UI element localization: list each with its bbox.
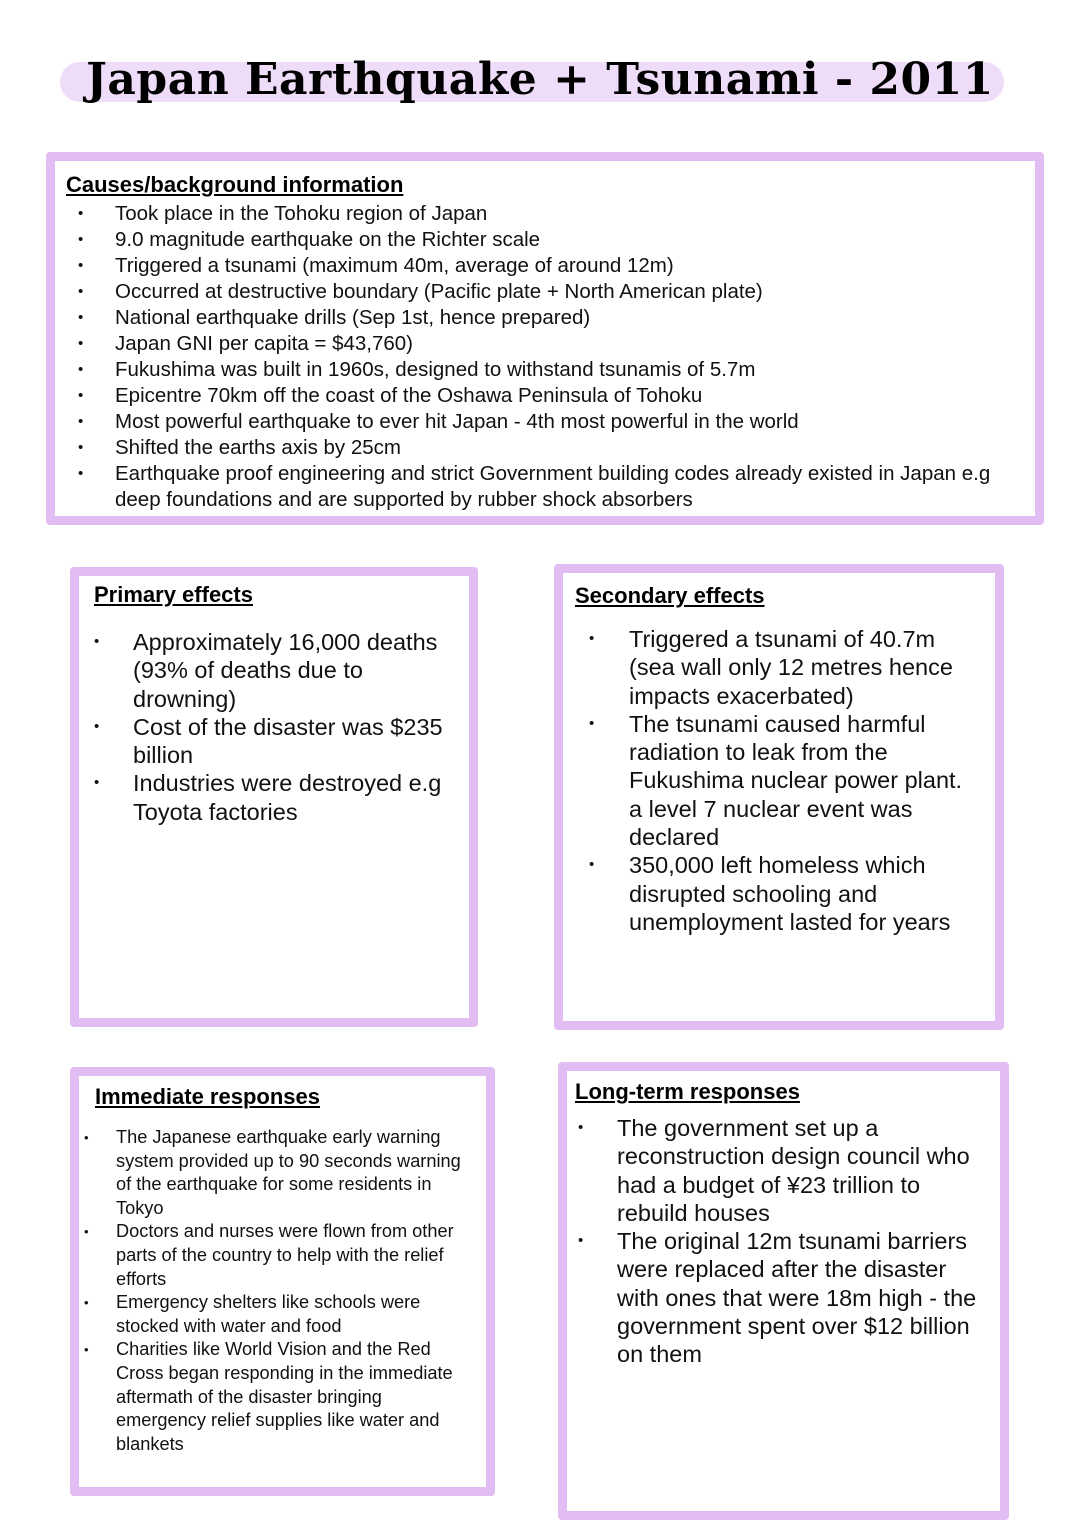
list-item-text: Epicentre 70km off the coast of the Oshawa Peninsula of Tohoku xyxy=(115,384,703,407)
list-item xyxy=(575,851,980,936)
list-item xyxy=(66,253,1026,279)
list-item xyxy=(66,227,1026,253)
list-item-text: Approximately 16,000 deaths (93% of deaths due to drowning) xyxy=(133,629,438,712)
list-item-text: Occurred at destructive boundary (Pacific plate + North American plate) xyxy=(115,280,763,303)
list-item xyxy=(84,1220,476,1291)
list-item xyxy=(66,357,1026,383)
list-item-text: The tsunami caused harmful radiation to leak from the Fukushima nuclear power plant. a level 7 nuclear event was declared xyxy=(629,710,963,851)
list-item-text: The original 12m tsunami barriers were replaced after the disaster with ones that were 18m high - the government spent over $12 billion on them xyxy=(617,1228,977,1368)
bullet-icon: • xyxy=(78,439,84,456)
bullet-icon: • xyxy=(94,774,100,792)
bullet-icon: • xyxy=(589,856,595,874)
list-item xyxy=(84,1338,476,1456)
bullet-icon: • xyxy=(84,1295,89,1311)
bullet-icon: • xyxy=(94,633,100,650)
bullet-icon: • xyxy=(578,1119,584,1136)
bullet-icon: • xyxy=(78,205,84,222)
list-item-text: National earthquake drills (Sep 1st, hence prepared) xyxy=(115,306,591,329)
list-item xyxy=(575,710,980,851)
bullet-icon: • xyxy=(78,335,84,352)
list-item xyxy=(66,331,1026,357)
list-item xyxy=(66,201,1026,227)
list-item xyxy=(94,628,454,713)
list-item-text: 350,000 left homeless which disrupted schooling and unemployment lasted for years xyxy=(629,852,951,935)
list-item-text: Cost of the disaster was $235 billion xyxy=(133,713,443,769)
list-item-text: Earthquake proof engineering and strict Government building codes already existed in Japan e.g deep foundations and are supported by rubber shock absorbers xyxy=(115,462,991,511)
long-term-responses-list xyxy=(575,1114,980,1369)
list-item xyxy=(84,1126,476,1220)
list-item-text: Emergency shelters like schools were stocked with water and food xyxy=(116,1292,421,1336)
causes-list xyxy=(66,201,1026,513)
list-item xyxy=(575,1227,980,1368)
bullet-icon: • xyxy=(78,283,84,300)
bullet-icon: • xyxy=(78,361,84,378)
bullet-icon: • xyxy=(78,387,84,404)
bullet-icon: • xyxy=(589,714,595,732)
list-item xyxy=(94,713,454,770)
list-item-text: The Japanese earthquake early warning system provided up to 90 seconds warning of the earthquake for some residents in Tokyo xyxy=(116,1127,461,1218)
bullet-icon: • xyxy=(589,630,595,647)
list-item-text: Japan GNI per capita = $43,760) xyxy=(115,332,414,355)
bullet-icon: • xyxy=(84,1224,89,1240)
bullet-icon: • xyxy=(78,465,84,482)
list-item-text: Industries were destroyed e.g Toyota factories xyxy=(133,770,442,825)
list-item-text: Triggered a tsunami (maximum 40m, average of around 12m) xyxy=(115,254,674,277)
list-item-text: Took place in the Tohoku region of Japan xyxy=(115,202,488,225)
immediate-responses-heading: Immediate responses xyxy=(95,1084,320,1109)
secondary-effects-heading: Secondary effects xyxy=(575,583,765,608)
causes-heading: Causes/background information xyxy=(66,172,404,197)
list-item-text: Charities like World Vision and the Red Cross began responding in the immediate aftermath of the disaster bringing emergency relief supplies like water and blankets xyxy=(116,1339,453,1454)
immediate-responses-list xyxy=(84,1126,476,1456)
bullet-icon: • xyxy=(78,309,84,326)
list-item xyxy=(575,625,980,710)
list-item xyxy=(66,279,1026,305)
list-item xyxy=(66,383,1026,409)
primary-effects-heading: Primary effects xyxy=(94,582,253,607)
bullet-icon: • xyxy=(578,1232,584,1250)
list-item xyxy=(66,305,1026,331)
bullet-icon: • xyxy=(84,1130,89,1145)
list-item xyxy=(66,435,1026,461)
list-item-text: Doctors and nurses were flown from other parts of the country to help with the relief efforts xyxy=(116,1221,454,1289)
list-item-text: Most powerful earthquake to ever hit Japan - 4th most powerful in the world xyxy=(115,410,799,433)
list-item-text: Shifted the earths axis by 25cm xyxy=(115,436,402,459)
bullet-icon: • xyxy=(84,1342,89,1358)
list-item xyxy=(66,409,1026,435)
list-item-text: The government set up a reconstruction design council who had a budget of ¥23 trillion to rebuild houses xyxy=(617,1115,970,1226)
secondary-effects-list xyxy=(575,625,980,936)
list-item-text: 9.0 magnitude earthquake on the Richter scale xyxy=(115,228,541,251)
long-term-responses-heading: Long-term responses xyxy=(575,1079,800,1104)
list-item xyxy=(94,769,454,826)
primary-effects-list xyxy=(94,628,454,826)
bullet-icon: • xyxy=(78,257,84,274)
bullet-icon: • xyxy=(78,413,84,430)
list-item-text: Fukushima was built in 1960s, designed to withstand tsunamis of 5.7m xyxy=(115,358,756,381)
bullet-icon: • xyxy=(94,717,100,735)
bullet-icon: • xyxy=(78,231,84,248)
list-item xyxy=(66,461,1026,513)
list-item xyxy=(575,1114,980,1227)
list-item-text: Triggered a tsunami of 40.7m (sea wall only 12 metres hence impacts exacerbated) xyxy=(629,626,953,709)
page-title: Japan Earthquake + Tsunami - 2011 xyxy=(86,54,994,105)
list-item xyxy=(84,1291,476,1338)
